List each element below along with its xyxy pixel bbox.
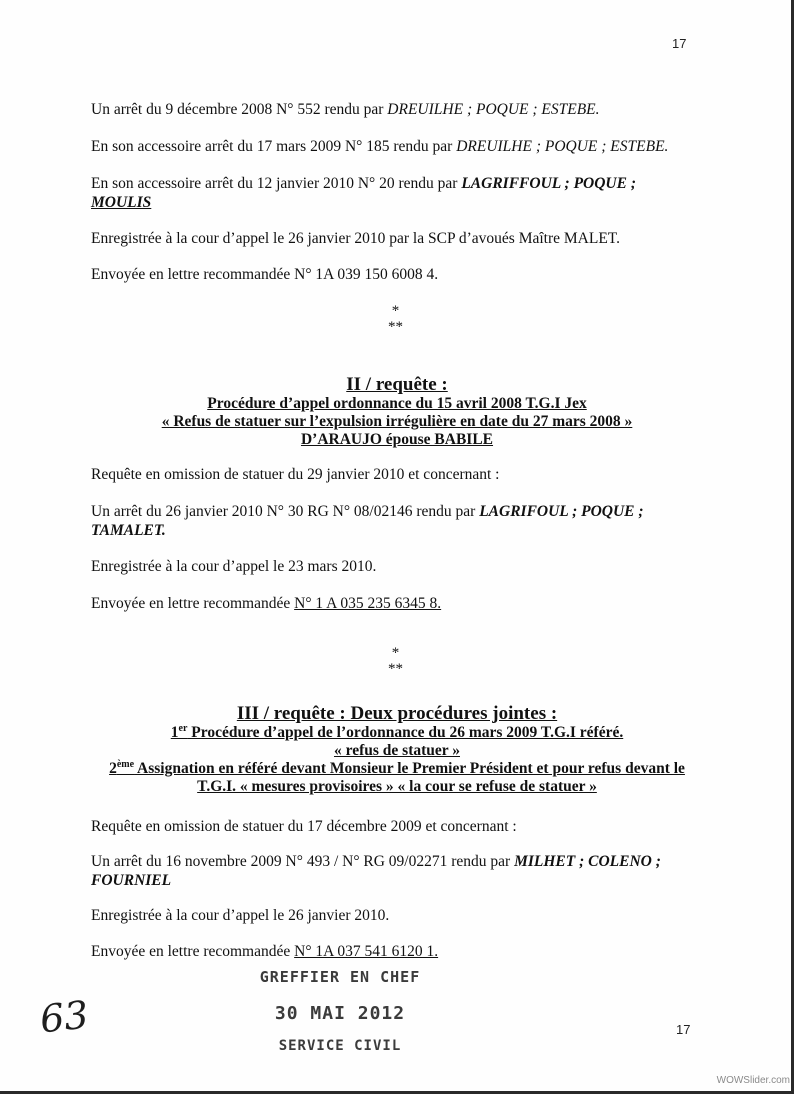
arret-line-cont: [91, 521, 166, 540]
sent-line: Envoyée en lettre recommandée N° 1A 037 541 6120 1.: [91, 943, 439, 960]
tracking-number: N° 1 A 035 235 6345 8.: [294, 595, 442, 612]
page-number-top: 17: [672, 36, 687, 51]
registered-line: Enregistrée à la cour d’appel le 26 janvier 2010 par la SCP d’avoués Maître MALET.: [91, 230, 620, 247]
separator-star: *: [391, 645, 400, 661]
judges-names: MILHET ; COLENO ;: [514, 853, 661, 870]
arret-line-3-cont: [91, 193, 151, 212]
separator-star: *: [391, 303, 400, 319]
judge-name: FOURNIEL: [91, 872, 172, 889]
judge-name: TAMALET.: [91, 522, 166, 539]
sent-line: Envoyée en lettre recommandée N° 1 A 035 235 6345 8.: [91, 595, 442, 612]
section-3-subtitle-3: 2ème Assignation en référé devant Monsieur le Premier Président et pour refus devant le: [109, 758, 685, 777]
judges-names: LAGRIFOUL ; POQUE ;: [479, 503, 644, 520]
watermark-text: WOWSlider.com: [716, 1075, 790, 1086]
judges-names: DREUILHE ; POQUE ; ESTEBE.: [456, 138, 669, 155]
arret-line-cont: [91, 871, 171, 890]
handwritten-number: 63: [37, 992, 91, 1042]
stamp-date: 30 MAI 2012: [274, 1003, 406, 1024]
registered-line: Enregistrée à la cour d’appel le 23 mars 2010.: [91, 558, 377, 575]
section-3-subtitle-4: T.G.I. « mesures provisoires » « la cour se refuse de statuer »: [197, 778, 597, 795]
arret-line-3: En son accessoire arrêt du 12 janvier 2010 N° 20 rendu par LAGRIFFOUL ; POQUE ;: [91, 175, 636, 192]
judges-names: DREUILHE ; POQUE ; ESTEBE.: [387, 101, 600, 118]
separator-stars: **: [388, 661, 403, 677]
judges-names: LAGRIFFOUL ; POQUE ;: [461, 175, 636, 192]
page-number-bottom: 17: [676, 1022, 691, 1037]
section-2-subtitle-1: Procédure d’appel ordonnance du 15 avril 2008 T.G.I Jex: [207, 395, 587, 412]
stamp-service: SERVICE CIVIL: [278, 1038, 402, 1054]
separator-stars: **: [388, 319, 403, 335]
section-2-subtitle-2: « Refus de statuer sur l’expulsion irrégulière en date du 27 mars 2008 »: [161, 413, 633, 430]
judge-name: MOULIS: [91, 194, 152, 211]
registered-line: Enregistrée à la cour d’appel le 26 janvier 2010.: [91, 907, 390, 924]
requete-line: Requête en omission de statuer du 17 décembre 2009 et concernant :: [91, 818, 517, 835]
section-3-subtitle-1: 1er Procédure d’appel de l’ordonnance du 26 mars 2009 T.G.I référé.: [170, 722, 624, 741]
arret-line: Un arrêt du 16 novembre 2009 N° 493 / N° RG 09/02271 rendu par MILHET ; COLENO ;: [91, 853, 661, 870]
section-3-subtitle-2: « refus de statuer »: [334, 742, 460, 759]
section-2-subtitle-3: D’ARAUJO épouse BABILE: [300, 431, 494, 448]
arret-line-1: Un arrêt du 9 décembre 2008 N° 552 rendu par DREUILHE ; POQUE ; ESTEBE.: [91, 101, 600, 118]
section-3-title: III / requête : Deux procédures jointes :: [236, 703, 558, 724]
stamp-greffier: GREFFIER EN CHEF: [259, 968, 421, 986]
sent-line: Envoyée en lettre recommandée N° 1A 039 150 6008 4.: [91, 266, 439, 283]
requete-line: Requête en omission de statuer du 29 janvier 2010 et concernant :: [91, 466, 500, 483]
arret-line: Un arrêt du 26 janvier 2010 N° 30 RG N° 08/02146 rendu par LAGRIFOUL ; POQUE ;: [91, 503, 644, 520]
section-2-title: II / requête :: [346, 374, 448, 395]
tracking-number: N° 1A 037 541 6120 1.: [294, 943, 439, 960]
arret-line-2: En son accessoire arrêt du 17 mars 2009 N° 185 rendu par DREUILHE ; POQUE ; ESTEBE.: [91, 138, 669, 155]
